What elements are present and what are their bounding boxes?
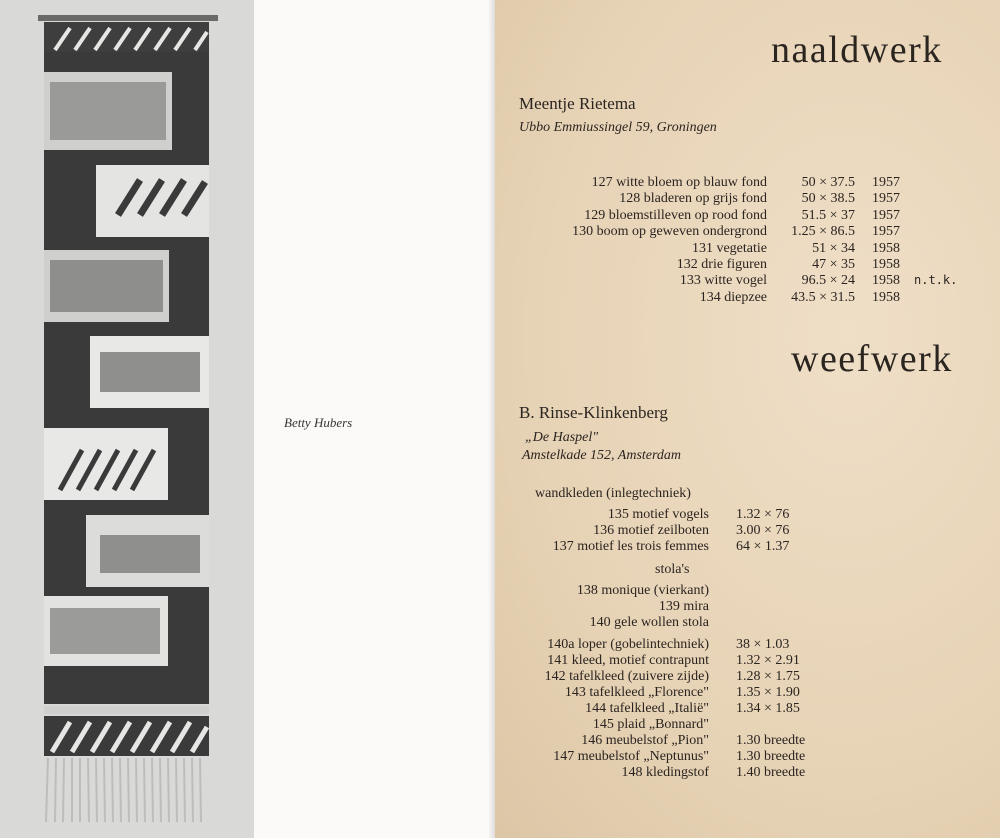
- entry-dimensions: 96.5 × 24: [801, 273, 855, 289]
- catalog-entry: [495, 684, 1000, 701]
- entry-title: 143 tafelkleed „Florence": [564, 685, 709, 700]
- artist-address-rietema: Ubbo Emmiussingel 59, Groningen: [519, 120, 717, 135]
- entry-year: 1957: [872, 191, 900, 207]
- entry-dimensions: 43.5 × 31.5: [791, 289, 855, 305]
- entry-dimensions: 51 × 34: [812, 240, 855, 256]
- entry-year: 1958: [872, 240, 900, 256]
- section-heading-naaldwerk: naaldwerk: [771, 29, 943, 71]
- entry-title: 144 tafelkleed „Italië": [585, 701, 709, 716]
- entry-title: 130 boom op geweven ondergrond: [572, 224, 767, 240]
- entry-title: 145 plaid „Bonnard": [592, 717, 709, 732]
- entry-dimensions: 1.30 breedte: [736, 733, 806, 748]
- catalog-entry: [495, 716, 1000, 733]
- entry-year: 1957: [872, 224, 900, 240]
- entry-title: 127 witte bloem op blauw fond: [591, 175, 767, 190]
- catalog-entry: [495, 668, 1000, 685]
- entry-year: 1957: [872, 175, 900, 190]
- entry-dimensions: 38 × 1.03: [736, 637, 790, 652]
- catalog-entry: [495, 748, 1000, 765]
- entry-dimensions: 50 × 37.5: [801, 175, 855, 190]
- entry-title: 140a loper (gobelintechniek): [547, 637, 709, 652]
- entry-dimensions: 1.32 × 2.91: [736, 653, 800, 668]
- catalog-entry: [495, 272, 1000, 289]
- entry-title: 132 drie figuren: [676, 257, 767, 272]
- group-label-stolas: stola's: [655, 562, 690, 577]
- entry-dimensions: 50 × 38.5: [801, 191, 855, 207]
- entry-title: 133 witte vogel: [679, 273, 767, 289]
- catalog-entry: [495, 190, 1000, 207]
- artist-address-rinse-klinkenberg: Amstelkade 152, Amsterdam: [522, 448, 682, 463]
- entry-title: 141 kleed, motief contrapunt: [547, 653, 709, 668]
- entry-note: n.t.k.: [914, 273, 958, 288]
- entry-title: 137 motief les trois femmes: [552, 539, 709, 554]
- entry-year: 1958: [872, 273, 900, 289]
- entry-dimensions: 47 × 35: [812, 257, 855, 272]
- entry-title: 148 kledingstof: [621, 765, 709, 780]
- entry-title: 136 motief zeilboten: [593, 523, 709, 538]
- tapestry-photo: [0, 0, 254, 838]
- entry-year: 1957: [872, 207, 900, 223]
- entry-title: 135 motief vogels: [607, 507, 709, 522]
- entry-title: 134 diepzee: [699, 289, 767, 305]
- entry-dimensions: 1.30 breedte: [736, 749, 806, 764]
- catalog-entry: [495, 240, 1000, 257]
- woven-wall-hanging-image: [0, 0, 254, 838]
- entry-dimensions: 3.00 × 76: [736, 523, 790, 538]
- catalog-entry: [495, 223, 1000, 240]
- entry-title: 147 meubelstof „Neptunus": [553, 749, 709, 764]
- catalog-entry: [495, 174, 1000, 191]
- entry-dimensions: 1.34 × 1.85: [736, 701, 800, 716]
- entry-dimensions: 1.25 × 86.5: [791, 224, 855, 240]
- studio-name: „De Haspel": [525, 430, 599, 445]
- artist-name-rietema: Meentje Rietema: [519, 94, 636, 113]
- entry-dimensions: 1.32 × 76: [736, 507, 790, 522]
- entry-dimensions: 1.28 × 1.75: [736, 669, 800, 684]
- catalog-entry: [495, 522, 1000, 539]
- catalog-entry: [495, 700, 1000, 717]
- catalog-entry: [495, 652, 1000, 669]
- entry-title: 139 mira: [658, 599, 709, 614]
- entry-title: 129 bloemstilleven op rood fond: [584, 207, 767, 223]
- entry-title: 146 meubelstof „Pion": [581, 733, 709, 748]
- entry-title: 140 gele wollen stola: [589, 615, 709, 630]
- artist-name-rinse-klinkenberg: B. Rinse-Klinkenberg: [519, 403, 668, 422]
- catalog-entry: [495, 506, 1000, 523]
- photo-caption: Betty Hubers: [284, 415, 353, 430]
- entry-dimensions: 1.35 × 1.90: [736, 685, 800, 700]
- catalog-entry: [495, 614, 1000, 631]
- entry-title: 128 bladeren op grijs fond: [619, 191, 767, 207]
- section-heading-weefwerk: weefwerk: [791, 338, 953, 380]
- catalog-entry: [495, 538, 1000, 555]
- catalog-entry: [495, 732, 1000, 749]
- catalog-entry: [495, 289, 1000, 306]
- catalog-entry: [495, 636, 1000, 653]
- right-page: [495, 0, 1000, 838]
- left-page: [0, 0, 495, 838]
- entry-year: 1958: [872, 257, 900, 272]
- entry-dimensions: 51.5 × 37: [801, 207, 855, 223]
- entry-title: 142 tafelkleed (zuivere zijde): [544, 669, 709, 684]
- catalog-entry: [495, 207, 1000, 224]
- catalog-entry: [495, 764, 1000, 781]
- entry-dimensions: 1.40 breedte: [736, 765, 806, 780]
- entry-title: 138 monique (vierkant): [576, 583, 709, 598]
- entry-title: 131 vegetatie: [691, 240, 767, 256]
- entry-year: 1958: [872, 289, 900, 305]
- group-label-wandkleden: wandkleden (inlegtechniek): [535, 486, 691, 501]
- entry-dimensions: 64 × 1.37: [736, 539, 790, 554]
- catalog-entry: [495, 598, 1000, 615]
- catalog-entry: [495, 256, 1000, 273]
- catalog-entry: [495, 582, 1000, 599]
